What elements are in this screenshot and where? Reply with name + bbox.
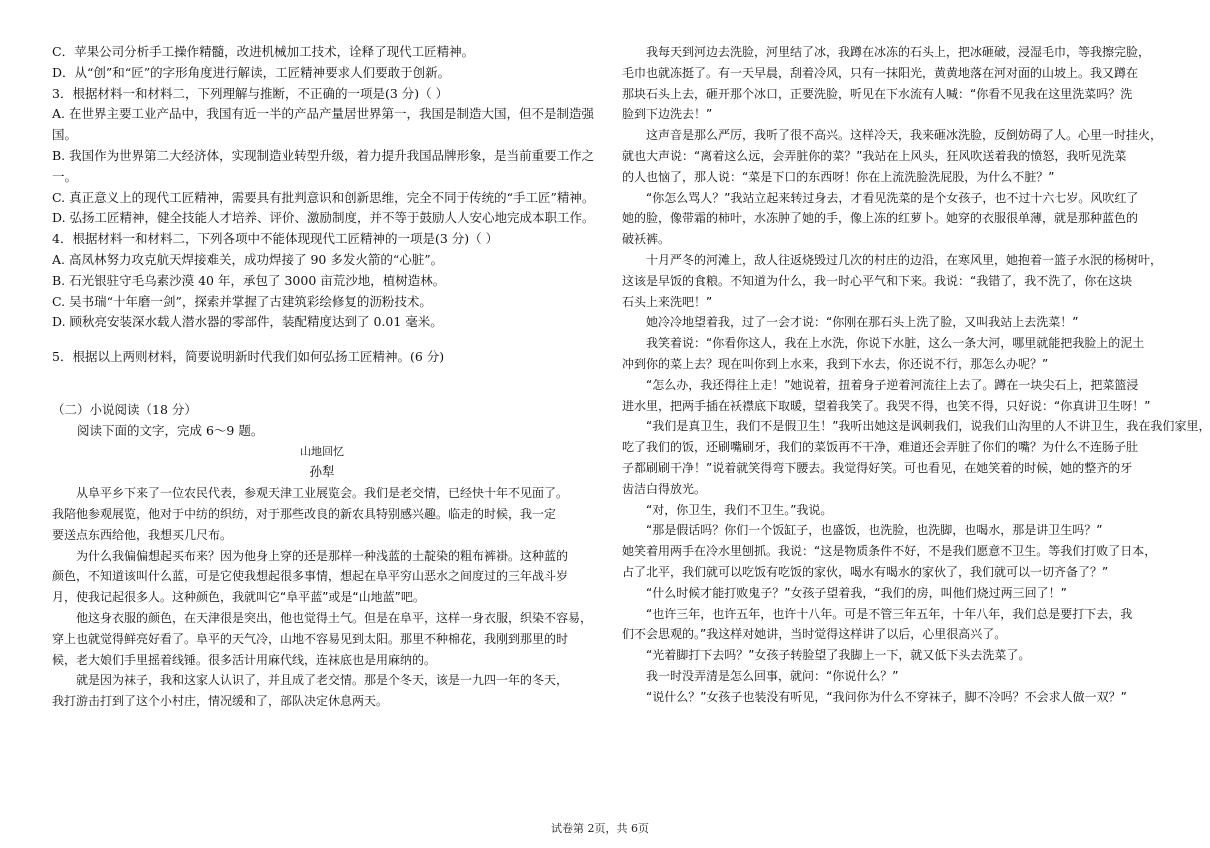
story-line: 冲到你的菜上去？现在叫你到上水来，我到下水去，你还说不行，那怎么办呢？” [622, 356, 1049, 371]
story-line: 这声音是那么严厉，我听了很不高兴。这样冷天，我来砸冰洗脸，反倒妨碍了人。心里一时挂火， [646, 128, 1163, 143]
story-line: 我笑着说：“你看你这人，我在上水洗，你说下水脏，这么一条大河，哪里就能把我脸上的泥土 [646, 336, 1145, 351]
story-line: 候，老大娘们手里摇着线锤。很多活计用麻代线，连袜底也是用麻纳的。 [52, 652, 437, 667]
left-column [52, 42, 595, 712]
q4-option-c: C. 吴书瑞“十年磨一剑”，探索并掌握了古建筑彩绘修复的沥粉技术。 [52, 293, 432, 309]
story-line: 这该是早饭的食粮。不知道为什么，我一时心平气和下来。我说：“我错了，我不洗了，你在这块 [622, 273, 1133, 288]
q3-option-a-line1: A. 在世界主要工业产品中，我国有近一半的产品产量居世界第一，我国是制造大国，但不是制造强 [52, 106, 594, 122]
story-line: 那块石头上去，砸开那个冰口，正要洗脸，听见在下水流有人喊：“你看不见我在这里洗菜吗？洗 [622, 86, 1133, 101]
story-line: “那是假话吗？你们一个饭缸子，也盛饭，也洗脸，也洗脚，也喝水，那是讲卫生吗？” [646, 523, 1103, 538]
story-line: 的人也恼了，那人说：“菜是下口的东西呀！你在上流洗脸洗屁股，为什么不脏？” [622, 169, 1055, 184]
story-line: “我们是真卫生，我们不是假卫生！”我听出她这是讽刺我们，说我们山沟里的人不讲卫生，我在我们家里， [646, 419, 1210, 434]
story-line: “怎么办，我还得往上走！”她说着，扭着身子逆着河流往上去了。蹲在一块尖石上，把菜篮浸 [646, 377, 1139, 392]
story-line: 她笑着用两手在冷水里刨抓。我说：“这是物质条件不好，不是我们愿意不卫生。等我们打败了日本， [622, 544, 1157, 559]
story-line: 我打游击打到了这个小村庄，情况缓和了，部队决定休息两天。 [52, 694, 389, 709]
section2-heading: （二）小说阅读（18 分） [52, 401, 197, 417]
story-line: 她冷冷地望着我，过了一会才说：“你刚在那石头上洗了脸，又叫我站上去洗菜！” [646, 315, 1079, 330]
story-line: “也许三年，也许五年，也许十八年。可是不管三年五年，十年八年，我们总是要打下去，我 [646, 606, 1133, 621]
page-footer: 试卷第 2页，共 6页 [551, 822, 649, 835]
q3-option-a-line2: 国。 [52, 127, 78, 143]
story-line: 石头上来洗吧！” [622, 294, 713, 309]
story-body [52, 483, 592, 712]
q3-stem: 3．根据材料一和材料二，下列理解与推断，不正确的一项是(3 分)（ ） [52, 85, 449, 101]
story-line: 占了北平，我们就可以吃饭有吃饭的家伙，喝水有喝水的家伙了，我们就可以一切齐备了？” [622, 564, 1109, 579]
q4-option-a: A. 高凤林努力攻克航天焊接难关，成功焊接了 90 多发火箭的“心脏”。 [52, 251, 444, 267]
story-line: 月，使我记起很多人。这种颜色，我就叫它“阜平蓝”或是“山地蓝”吧。 [52, 590, 425, 605]
story-line: 她的脸，像带霜的柿叶，水冻肿了她的手，像上冻的红萝卜。她穿的衣服很单薄，就是那种蓝色的 [622, 211, 1139, 226]
story-line: 破袄裤。 [622, 232, 671, 247]
story-line: 就也大声说：“离着这么远，会弄脏你的菜？”我站在上风头，狂风吹送着我的愤怒，我听见洗菜 [622, 148, 1127, 163]
q2-option-d: D．从“创”和“匠”的字形角度进行解读，工匠精神要求人们要敢于创新。 [52, 64, 451, 80]
story-line: “你怎么骂人？”我站立起来转过身去，才看见洗菜的是个女孩子，也不过十六七岁。风吹红了 [646, 190, 1139, 205]
q4-stem: 4．根据材料一和材料二，下列各项中不能体现现代工匠精神的一项是(3 分)（ ） [52, 231, 499, 247]
story-line: 毛巾也就冻挺了。有一天早晨，刮着冷风，只有一抹阳光，黄黄地落在河对面的山坡上。我又蹲在 [622, 65, 1139, 80]
story-line: 颜色，不知道该叫什么蓝，可是它使我想起很多事情，想起在阜平穷山恶水之间度过的三年战斗岁 [52, 569, 569, 584]
story-line: “光着脚打下去吗？”女孩子转脸望了我脚上一下，就又低下头去洗菜了。 [646, 648, 1031, 663]
right-column [622, 42, 1210, 708]
q2-option-c: C．苹果公司分析手工操作精髓，改进机械加工技术，诠释了现代工匠精神。 [52, 44, 475, 59]
story-title: 山地回忆 [300, 444, 344, 458]
story-line: 齿洁白得放光。 [622, 481, 707, 496]
story-line: “说什么？”女孩子也装没有听见，“我问你为什么不穿袜子，脚不冷吗？不会求人做一双？” [646, 689, 1127, 704]
story-line: 脸到下边洗去！” [622, 107, 713, 122]
story-line: 他这身衣服的颜色，在天津很是突出，他也觉得土气。但是在阜平，这样一身衣服，织染不容易， [76, 610, 593, 625]
story-line: 十月严冬的河滩上，敌人往返烧毁过几次的村庄的边沿，在寒风里，她抱着一篮子水泯的杨树叶， [646, 252, 1163, 267]
section2-instruction: 阅读下面的文字，完成 6～9 题。 [77, 422, 264, 438]
story-line: 要送点东西给他，我想买几尺布。 [52, 527, 233, 542]
q3-option-d: D. 弘扬工匠精神，健全技能人才培养、评价、激励制度，并不等于鼓励人人安心地完成本职工作。 [52, 210, 595, 226]
q3-option-b-line2: 一。 [52, 168, 78, 184]
q3-option-b-line1: B. 我国作为世界第二大经济体，实现制造业转型升级，着力提升我国品牌形象，是当前重要工作之 [52, 147, 595, 163]
story-line: 就是因为袜子，我和这家人认识了，并且成了老交情。那是个冬天，该是一九四一年的冬天， [76, 673, 569, 688]
story-line: 为什么我偏偏想起买布来？因为他身上穿的还是那样一种浅蓝的土靛染的粗布裤褂。这种蓝的 [76, 548, 569, 563]
q5-stem: 5．根据以上两则材料，简要说明新时代我们如何弘扬工匠精神。(6 分) [52, 349, 445, 365]
story-author: 孙犁 [309, 464, 335, 480]
story-line: 我每天到河边去洗脸，河里结了冰，我蹲在冰冻的石头上，把冰砸破，浸湿毛巾，等我擦完脸， [646, 45, 1151, 59]
story-line: 吃了我们的饭，还刷嘴刷牙，我们的菜饭再不干净，难道还会弄脏了你们的嘴？为什么不连肠子肚 [622, 440, 1139, 455]
story-line: 我一时没弄清是怎么回事，就问：“你说什么？” [646, 668, 899, 683]
q4-option-b: B. 石光银驻守毛乌素沙漠 40 年，承包了 3000 亩荒沙地，植树造林。 [52, 272, 446, 288]
story-line: 子都刷刷干净！”说着就笑得弯下腰去。我觉得好笑。可也看见，在她笑着的时候，她的整齐的牙 [622, 460, 1133, 475]
story-line: 从阜平乡下来了一位农民代表，参观天津工业展览会。我们是老交情，已经快十年不见面了。 [76, 486, 569, 501]
story-line: 我陪他参观展览，他对于中纺的织纺，对于那些改良的新农具特别感兴趣。临走的时候，我一定 [52, 506, 557, 521]
story-line: 们不会思观的。”我这样对她讲，当时觉得这样讲了以后，心里很高兴了。 [622, 627, 1007, 642]
q3-option-c: C. 真正意义上的现代工匠精神，需要具有批判意识和创新思维，完全不同于传统的“手工匠”精神。 [52, 189, 595, 205]
story-line: 穿上也就觉得鲜亮好看了。阜平的天气冷，山地不容易见到太阳。那里不种棉花，我刚到那里的时 [52, 631, 569, 646]
story-line: “对，你卫生，我们不卫生。”我说。 [646, 502, 833, 517]
q4-option-d: D. 顾秋亮安装深水载人潜水器的零部件，装配精度达到了 0.01 毫米。 [52, 314, 443, 330]
story-line: 进水里，把两手插在袄襟底下取暖，望着我笑了。我哭不得，也笑不得，只好说：“你真讲卫生呀！” [622, 398, 1151, 413]
story-line: “什么时候才能打败鬼子？”女孩子望着我，“我们的房，叫他们烧过两三回了！” [646, 585, 1067, 600]
